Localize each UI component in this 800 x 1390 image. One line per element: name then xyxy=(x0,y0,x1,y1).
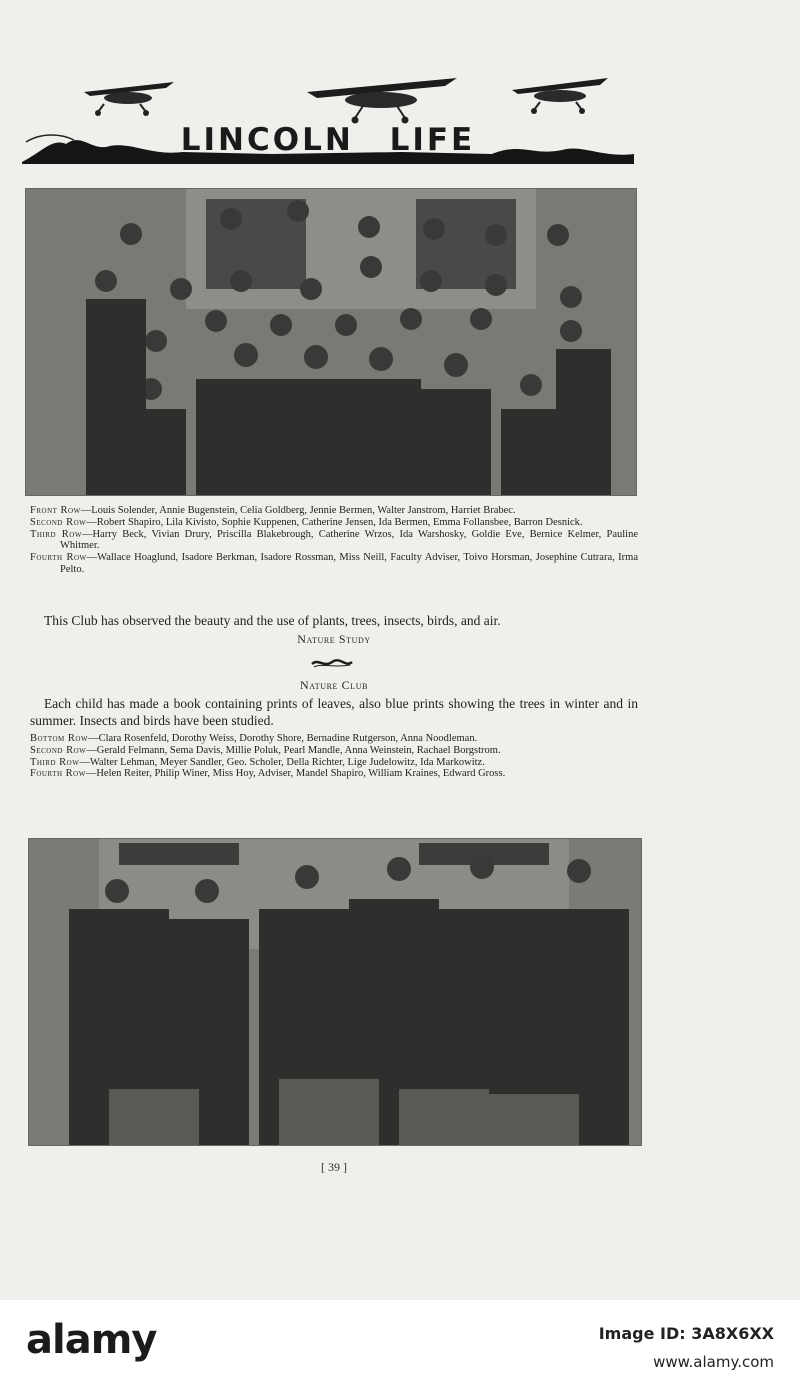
row-label: Second Row xyxy=(30,744,87,756)
ornament-icon xyxy=(310,656,354,670)
airplane-icon xyxy=(307,78,457,124)
caption-row xyxy=(30,768,638,780)
row-label: Third Row xyxy=(30,528,82,540)
nature-study-heading: Nature Study xyxy=(297,632,371,646)
caption-row xyxy=(30,733,638,745)
caption-row xyxy=(30,529,638,553)
header-banner xyxy=(22,72,634,172)
caption-row xyxy=(30,745,638,757)
row-label: Third Row xyxy=(30,756,80,768)
stock-info xyxy=(599,1320,774,1376)
stock-image-id: Image ID: 3A8X6XX xyxy=(598,1324,774,1343)
row-names: —Robert Shapiro, Lila Kivisto, Sophie Kuppenen, Catherine Jensen, Ida Bermen, Emma Follansbee, Barron Desnick. xyxy=(86,516,583,528)
airplane-icon xyxy=(512,78,608,114)
group-photo-top xyxy=(25,188,637,496)
row-names: —Clara Rosenfeld, Dorothy Weiss, Dorothy Shore, Bernadine Rutgerson, Anna Noodleman. xyxy=(88,733,478,744)
row-names: —Harry Beck, Vivian Drury, Priscilla Blakebrough, Catherine Wrzos, Ida Warshosky, Goldie Eve, Bernice Kelmer, Pauline Whitmer. xyxy=(60,528,638,552)
caption-row xyxy=(30,757,638,769)
row-label: Second Row xyxy=(30,516,87,528)
banner-title: LINCOLN LIFE xyxy=(180,122,476,158)
airplane-icon xyxy=(84,82,174,116)
row-names: —Wallace Hoaglund, Isadore Berkman, Isadore Rossman, Miss Neill, Faculty Adviser, Toivo Horsman, Josephine Cutrara, Irma Pelto. xyxy=(60,552,638,575)
stock-logo: alamy xyxy=(26,1317,157,1363)
group-photo-bottom xyxy=(28,838,642,1146)
caption-row xyxy=(30,517,638,529)
row-label: Fourth Row xyxy=(30,552,87,564)
caption-top-photo xyxy=(30,505,638,576)
row-label: Fourth Row xyxy=(30,768,86,780)
nature-club-heading: Nature Club xyxy=(299,678,369,692)
row-names: —Helen Reiter, Philip Winer, Miss Hoy, Adviser, Mandel Shapiro, William Kraines, Edward Gross. xyxy=(85,768,506,780)
row-label: Front Row xyxy=(30,505,81,516)
row-names: —Walter Lehman, Meyer Sandler, Geo. Scholer, Della Richter, Lige Judelowitz, Ida Markowitz. xyxy=(79,756,485,768)
caption-bottom-photo xyxy=(30,733,638,780)
caption-row xyxy=(30,505,638,517)
page-number: [ 39 ] xyxy=(321,1160,347,1174)
row-label: Bottom Row xyxy=(30,733,89,744)
row-names: —Gerald Felmann, Sema Davis, Millie Poluk, Pearl Mandle, Anna Weinstein, Rachael Borgstrom. xyxy=(86,744,501,756)
stock-site: www.alamy.com xyxy=(653,1353,774,1371)
nature-study-description: This Club has observed the beauty and the use of plants, trees, insects, birds, and air. xyxy=(44,613,501,628)
row-names: —Louis Solender, Annie Bugenstein, Celia Goldberg, Jennie Bermen, Walter Janstrom, Harriet Brabec. xyxy=(80,505,516,516)
photo-placeholder xyxy=(29,839,641,1145)
nature-club-description: Each child has made a book containing prints of leaves, also blue prints showing the trees in winter and in summer. Insects and birds have been studied. xyxy=(30,696,638,728)
photo-placeholder xyxy=(26,189,636,495)
caption-row xyxy=(30,552,638,576)
